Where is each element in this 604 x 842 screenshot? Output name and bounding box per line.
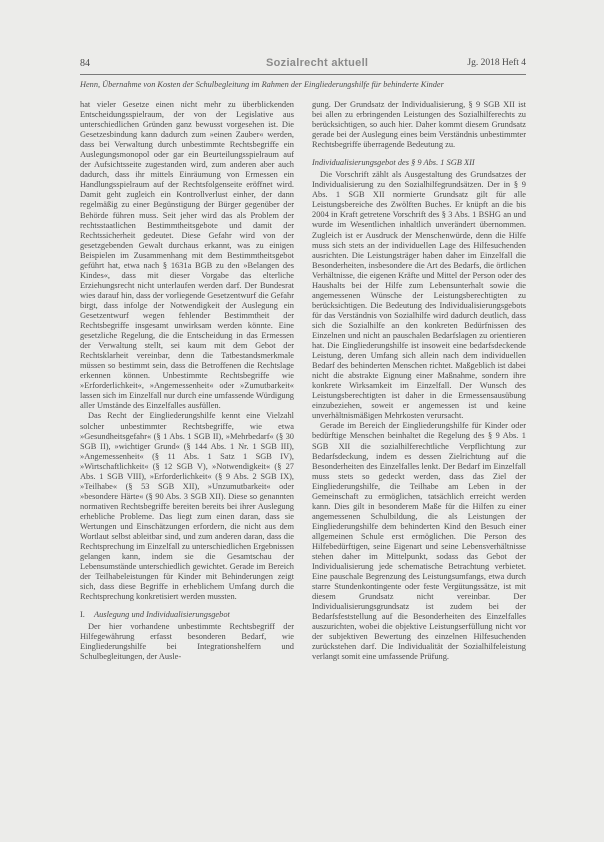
running-head: Henn, Übernahme von Kosten der Schulbegleitung im Rahmen der Eingliederungshilfe für behinderte Kinder — [80, 80, 444, 89]
body-paragraph: hat vieler Gesetze einen nicht mehr zu überblickenden Entscheidungsspielraum, der von der Legislative aus unterschiedlichen Gründen ganz bewusst vorgesehen ist. Die Gesetzesbindung kann dadurch zum »einen Zauber« werden, dass bei Verwaltung durch unbestimmte Rechtsbegriffe ein Auslegungsmonopol oder gar ein Beurteilungsspielraum auf der Aufsichtsseite zugestanden wird, zum anderen aber auch dadurch, dass ihr mittels Einräumung von Ermessen ein Handlungsspielraum auf der Rechtsfolgenseite eröffnet wird. Damit geht zugleich ein Kontrollverlust einher, der dann regelmäßig zu einer Begünstigung der Bürger gegenüber der Behörde führen muss. Seit jeher wird das als Problem der rechtsstaatlichen Bestimmtheitsgebote und damit der Rechtssicherheit gedeutet. Diese Gefahr wird von der gesetzgebenden Gewalt durchaus erkannt, was zu einigen Beispielen im Zusammenhang mit dem Bestimmtheitsgebot geführt hat, etwa nach § 1631a BGB zu den »Belangen des Kindes«, dass mit dieser Vorgabe das elterliche Erziehungsrecht nicht unterlaufen werden darf. Der Bundesrat wies darauf hin, dass der vorliegende Gesetzentwurf die Gefahr birgt, dass infolge der Notwendigkeit der Auslegung ein Gesetzentwurf wegen fehlender Bestimmtheit der Rechtsbegriffe insgesamt unwirksam werden könnte. Eine gesetzliche Regelung, die die Entscheidung in das Ermessen der Verwaltung stellt, sei kaum mit dem Gebot der Rechtsklarheit vereinbar, denn die Tatbestandsmerkmale müssen so bestimmt sein, dass die Betroffenen die Rechtslage erkennen können. Unbestimmte Rechtsbegriffe wie »Erforderlichkeit«, »Angemessenheit« oder »Zumutbarkeit« lassen sich im Einzelfall nur durch eine umfassende Würdigung aller Umstände des Einzelfalles ausfüllen. — [80, 100, 294, 411]
section-heading — [80, 610, 294, 620]
body-paragraph: gung. Der Grundsatz der Individualisierung, § 9 SGB XII ist bei allen zu erbringenden Leistungen des Sozialhilferechts zu berücksichtigen, so auch hier. Daher kommt diesem Grundsatz gerade bei der Auslegung eines beim Verständnis unbestimmter Rechtsbegriffe überragende Bedeutung zu. — [312, 100, 526, 150]
issue-label: Jg. 2018 Heft 4 — [467, 58, 526, 68]
body-paragraph: Gerade im Bereich der Eingliederungshilfe für Kinder oder bedürftige Menschen beinhaltet die Regelung des § 9 Abs. 1 SGB XII die sozialhilferechtliche Verpflichtung zur Bedarfsdeckung, indem es dessen Zielrichtung auf die Besonderheiten des Einzelfalles lenkt. Der Bedarf im Einzelfall muss stets so gedeckt werden, dass das Ziel der Eingliederungshilfe, die Teilhabe am Leben in der Gemeinschaft zu ermöglichen, tatsächlich erreicht werden kann. Dies gilt in besonderem Maße für die Hilfen zu einer angemessenen Schulbildung, die als Leistungen der Eingliederungshilfe dem behinderten Kind den Besuch einer allgemeinen Schule erst ermöglichen. Die Person des Hilfebedürftigen, seine Eigenart und seine Lebensverhältnisse stehen daher im Mittelpunkt, sodass das Gebot der Individualisierung jede schematische Betrachtung verbietet. Eine pauschale Begrenzung des Leistungsumfangs, etwa durch starre Stundenkontingente oder feste Vergütungssätze, ist mit diesem Grundsatz nicht vereinbar. Der Individualisierungsgrundsatz ist zudem bei der Bedarfsfeststellung auf die Besonderheiten des Einzelfalles auszurichten, wobei die objektive Leistungserfüllung nicht vor der subjektiven Bewertung des einzelnen Hilfesuchenden zurückstehen darf. Die Individualität der Sozialhilfeleistung verlangt somit eine umfassende Prüfung. — [312, 421, 526, 662]
right-column — [312, 100, 526, 800]
section-number: I. — [80, 610, 85, 620]
section-title: Auslegung und Individualisierungsgebot — [94, 610, 230, 620]
body-paragraph: Die Vorschrift zählt als Ausgestaltung des Grundsatzes der Individualisierung zu den Sozialhilfegrundsätzen. Der in § 9 Abs. 1 SGB XII normierte Grundsatz gilt für alle Leistungsbereiche des Zwölften Buches. Er knüpft an die bis 2004 in Kraft getretene Vorschrift des § 3 Abs. 1 BSHG an und wurde im Wesentlichen inhaltlich unverändert übernommen. Zugleich ist er Ausdruck der Menschenwürde, denn die Hilfe muss sich stets an der individuellen Lage des Hilfesuchenden ausrichten. Die Leistungsträger haben daher im Einzelfall die Besonderheiten, insbesondere die Art des Bedarfs, die örtlichen Verhältnisse, die eigenen Kräfte und Mittel der Person oder des Haushalts bei der Hilfe zum Lebensunterhalt sowie die angemessenen Wünsche der Leistungsberechtigten zu berücksichtigen. Die Bedeutung des Individualisierungsgebots für das Verständnis von Sozialhilfe wird dadurch deutlich, dass sich die Sozialhilfe an den konkreten Bedürfnissen des Einzelnen und nicht an pauschalen Bedarfslagen zu orientieren hat. Die Eingliederungshilfe ist insoweit eine bedarfsdeckende Leistung, deren Umfang sich allein nach dem individuellen Bedarf des behinderten Menschen richtet. Maßgeblich ist dabei nicht die abstrakte Eignung einer Maßnahme, sondern ihre konkrete Wirksamkeit im Einzelfall. Der Wunsch des Leistungsberechtigten ist daher in die Ermessensausübung einzubeziehen, soweit er angemessen ist und keine unverhältnismäßigen Mehrkosten verursacht. — [312, 170, 526, 421]
left-column — [80, 100, 294, 800]
page-header — [80, 58, 526, 72]
body-paragraph: Der hier vorhandene unbestimmte Rechtsbegriff der Hilfegewährung erfasst besonderen Bedarf, wie Eingliederungshilfe bei Integrationshelfern und Schulbegleitungen, der Ausle- — [80, 622, 294, 662]
body-paragraph: Das Recht der Eingliederungshilfe kennt eine Vielzahl solcher unbestimmter Rechtsbegriffe, wie etwa »Gesundheitsgefahr« (§ 1 Abs. 1 SGB II), »Mehrbedarf« (§ 30 SGB II), »wichtiger Grund« (§ 144 Abs. 1 Nr. 1 SGB III), »Angemessenheit« (§ 11 Abs. 1 Satz 1 SGB IV), »Wirtschaftlichkeit« (§ 12 SGB V), »Notwendigkeit« (§ 27 Abs. 1 SGB VIII), »Erforderlichkeit« (§ 9 Abs. 2 SGB IX), »Teilhabe« (§ 53 SGB XII), »Unzumutbarkeit« oder »besondere Härte« (§ 90 Abs. 3 SGB XII). Diese so genannten normativen Rechtsbegriffe bereiten bereits bei ihrer Auslegung erhebliche Probleme. Das liegt zum einen daran, dass sie Wertungen und Einschätzungen erfordern, die nicht aus dem Wortlaut selbst ableitbar sind, und zum anderen daran, dass die Rechtsprechung im Einzelfall zu unterschiedlichen Ergebnissen gelangen kann, indem sie die Gesamtschau der Lebensumstände unterschiedlich gewichtet. Gerade im Bereich der Teilhabeleistungen für Kinder mit Behinderungen zeigt sich, dass diese Begriffe in erheblichem Umfang durch die Rechtsprechung konkretisiert werden mussten. — [80, 411, 294, 602]
page-number: 84 — [80, 58, 90, 69]
subsection-heading: Individualisierungsgebot des § 9 Abs. 1 SGB XII — [312, 158, 475, 168]
header-rule — [80, 74, 526, 75]
journal-title: Sozialrecht aktuell — [266, 57, 369, 69]
